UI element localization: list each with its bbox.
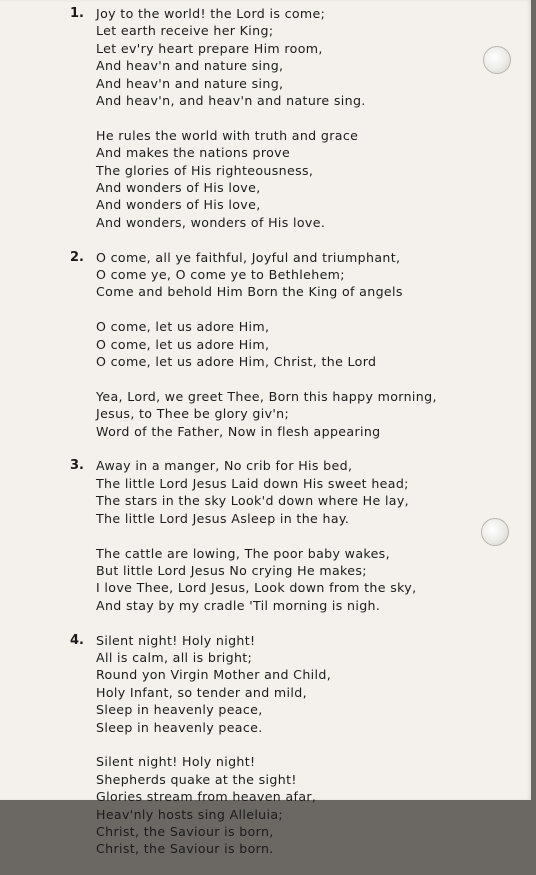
- lyric-line: Let earth receive her King;: [96, 23, 274, 39]
- lyric-line: The cattle are lowing, The poor baby wakes,: [96, 545, 390, 561]
- lyric-line: The stars in the sky Look'd down where He lay,: [96, 493, 410, 509]
- lyric-line: And wonders of His love,: [96, 197, 261, 213]
- lyric-line: O come, let us adore Him, Christ, the Lord: [96, 354, 377, 370]
- lyric-line: Silent night! Holy night!: [96, 754, 256, 770]
- lyric-line: Holy Infant, so tender and mild,: [96, 684, 307, 700]
- lyric-line: Sleep in heavenly peace,: [96, 702, 263, 718]
- lyric-line: And makes the nations prove: [96, 145, 291, 161]
- hymn-4: [0, 632, 531, 858]
- lyric-line: Let ev'ry heart prepare Him room,: [96, 40, 323, 56]
- lyric-line: And heav'n and nature sing,: [96, 58, 284, 74]
- lyric-line: He rules the world with truth and grace: [96, 127, 359, 143]
- lyric-line: And wonders, wonders of His love.: [96, 214, 326, 230]
- lyric-line: Jesus, to Thee be glory giv'n;: [96, 406, 290, 422]
- lyric-line: Word of the Father, Now in flesh appearing: [96, 423, 381, 439]
- stanza: [96, 318, 531, 370]
- stanza: [96, 545, 531, 615]
- lyric-line: And heav'n, and heav'n and nature sing.: [96, 93, 366, 109]
- lyric-line: Christ, the Saviour is born.: [96, 841, 274, 857]
- hymn-2: [0, 249, 531, 440]
- hymn-number: 1.: [70, 6, 84, 21]
- lyric-line: Come and behold Him Born the King of angels: [96, 284, 403, 300]
- lyric-line: The little Lord Jesus Asleep in the hay.: [96, 510, 350, 526]
- lyric-line: I love Thee, Lord Jesus, Look down from the sky,: [96, 580, 417, 596]
- stanza: [96, 632, 531, 736]
- hymn-number: 2.: [70, 249, 84, 265]
- lyric-line: The glories of His righteousness,: [96, 162, 314, 178]
- lyric-line: O come, let us adore Him,: [96, 336, 270, 352]
- lyric-line: Yea, Lord, we greet Thee, Born this happy morning,: [96, 388, 437, 404]
- stanza: [96, 5, 531, 109]
- lyric-line: Silent night! Holy night!: [96, 632, 256, 648]
- stanza: [96, 753, 531, 857]
- stanza: [96, 388, 531, 440]
- lyric-line: Christ, the Saviour is born,: [96, 823, 274, 839]
- stanza: [96, 249, 531, 301]
- lyric-line: And heav'n and nature sing,: [96, 75, 284, 91]
- hymn-number: 3.: [70, 458, 84, 474]
- stanza: [96, 457, 531, 527]
- hymn-list: [0, 5, 531, 875]
- hymn-number: 4.: [70, 632, 84, 648]
- lyric-line: Joy to the world! the Lord is come;: [96, 6, 326, 21]
- lyric-line: O come ye, O come ye to Bethlehem;: [96, 267, 345, 283]
- lyric-line: Sleep in heavenly peace.: [96, 719, 263, 735]
- hymn-3: [0, 457, 531, 614]
- lyric-line: And wonders of His love,: [96, 180, 261, 196]
- lyric-line: Round yon Virgin Mother and Child,: [96, 667, 332, 683]
- lyric-line: Shepherds quake at the sight!: [96, 771, 297, 787]
- stanza: [96, 127, 531, 231]
- lyric-line: The little Lord Jesus Laid down His sweet head;: [96, 475, 409, 491]
- lyric-line: O come, all ye faithful, Joyful and triumphant,: [96, 249, 401, 265]
- lyric-line: But little Lord Jesus No crying He makes;: [96, 562, 367, 578]
- lyric-line: And stay by my cradle 'Til morning is nigh.: [96, 597, 381, 613]
- lyric-line: Heav'nly hosts sing Alleluia;: [96, 806, 284, 822]
- lyric-line: Glories stream from heaven afar,: [96, 789, 317, 805]
- lyric-line: All is calm, all is bright;: [96, 649, 253, 665]
- hymn-1: [0, 5, 531, 231]
- lyric-line: Away in a manger, No crib for His bed,: [96, 458, 353, 474]
- lyric-line: O come, let us adore Him,: [96, 319, 270, 335]
